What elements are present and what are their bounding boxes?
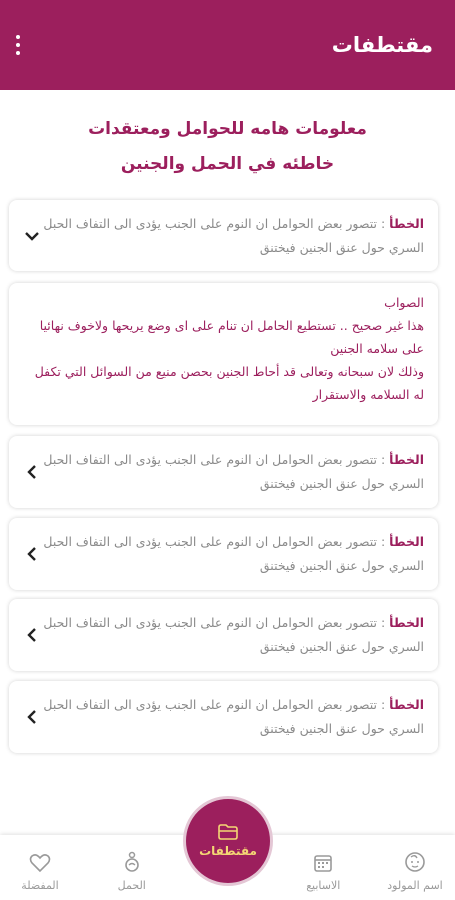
heading-line-1: معلومات هامه للحوامل ومعتقدات bbox=[88, 119, 367, 139]
myth-label: الخطأ bbox=[389, 697, 424, 712]
myth-body: : تتصور بعض الحوامل ان النوم على الجنب يؤدى الى التفاف الحبل السري حول عنق الجنين فيختنق bbox=[43, 452, 424, 491]
app-bar bbox=[0, 0, 455, 90]
myth-card[interactable] bbox=[9, 681, 438, 753]
myth-text bbox=[43, 530, 424, 578]
nav-item-favorites[interactable] bbox=[4, 853, 76, 892]
nav-item-weeks[interactable] bbox=[287, 853, 359, 892]
heading-line-2: خاطئه في الحمل والجنين bbox=[120, 154, 335, 174]
myth-label: الخطأ bbox=[389, 534, 424, 549]
nav-label-pregnancy: الحمل bbox=[117, 879, 146, 892]
pregnancy-icon bbox=[122, 851, 142, 873]
baby-face-icon bbox=[404, 851, 426, 873]
answer-panel bbox=[9, 283, 438, 425]
nav-label-weeks: الاسابيع bbox=[306, 879, 341, 892]
myth-label: الخطأ bbox=[389, 615, 424, 630]
myth-card-expanded[interactable] bbox=[9, 200, 438, 271]
myth-label: الخطأ bbox=[389, 452, 424, 467]
myth-label: الخطأ bbox=[389, 215, 424, 231]
chevron-left-icon[interactable] bbox=[21, 706, 43, 728]
myth-body: : تتصور بعض الحوامل ان النوم على الجنب يؤدى الى التفاف الحبل السري حول عنق الجنين فيختنق bbox=[43, 615, 424, 654]
center-nav-label: مقتطفات bbox=[199, 844, 257, 858]
myth-body: : تتصور بعض الحوامل ان النوم على الجنب يؤدى الى التفاف الحبل السري حول عنق الجنين فيختنق bbox=[43, 534, 424, 573]
section-heading bbox=[0, 112, 455, 182]
calendar-icon bbox=[313, 853, 333, 873]
chevron-left-icon[interactable] bbox=[21, 543, 43, 565]
myth-body: : تتصور بعض الحوامل ان النوم على الجنب يؤدى الى التفاف الحبل السري حول عنق الجنين فيختنق bbox=[43, 215, 424, 255]
folder-icon bbox=[218, 824, 238, 840]
center-nav-button[interactable] bbox=[183, 796, 273, 886]
myth-text bbox=[43, 611, 424, 659]
myth-card[interactable] bbox=[9, 518, 438, 590]
myth-card[interactable] bbox=[9, 436, 438, 508]
nav-label-favorites: المفضلة bbox=[21, 879, 59, 892]
myth-text bbox=[43, 448, 424, 496]
answer-line-1: هذا غير صحيح .. تستطيع الحامل ان تنام على اى وضع يريحها ولاخوف نهائيا على سلامه الجنين bbox=[39, 318, 424, 356]
chevron-left-icon[interactable] bbox=[21, 624, 43, 646]
answer-line-2: وذلك لان سبحانه وتعالى قد أحاط الجنين بحصن منيع من السوائل التي تكفل له السلامه والاستقرار bbox=[34, 364, 424, 402]
more-vert-icon[interactable] bbox=[8, 30, 28, 60]
heart-icon bbox=[29, 853, 51, 873]
nav-item-pregnancy[interactable] bbox=[96, 851, 168, 892]
chevron-down-icon[interactable] bbox=[21, 225, 43, 247]
chevron-left-icon[interactable] bbox=[21, 461, 43, 483]
answer-title: الصواب bbox=[384, 295, 424, 310]
nav-item-baby-name[interactable] bbox=[379, 851, 451, 892]
myth-body: : تتصور بعض الحوامل ان النوم على الجنب يؤدى الى التفاف الحبل السري حول عنق الجنين فيختنق bbox=[43, 697, 424, 736]
myth-text bbox=[43, 212, 424, 260]
page-title: مقتطفات bbox=[331, 33, 433, 57]
myth-card[interactable] bbox=[9, 599, 438, 671]
myth-text bbox=[43, 693, 424, 741]
nav-label-baby-name: اسم المولود bbox=[387, 879, 443, 892]
